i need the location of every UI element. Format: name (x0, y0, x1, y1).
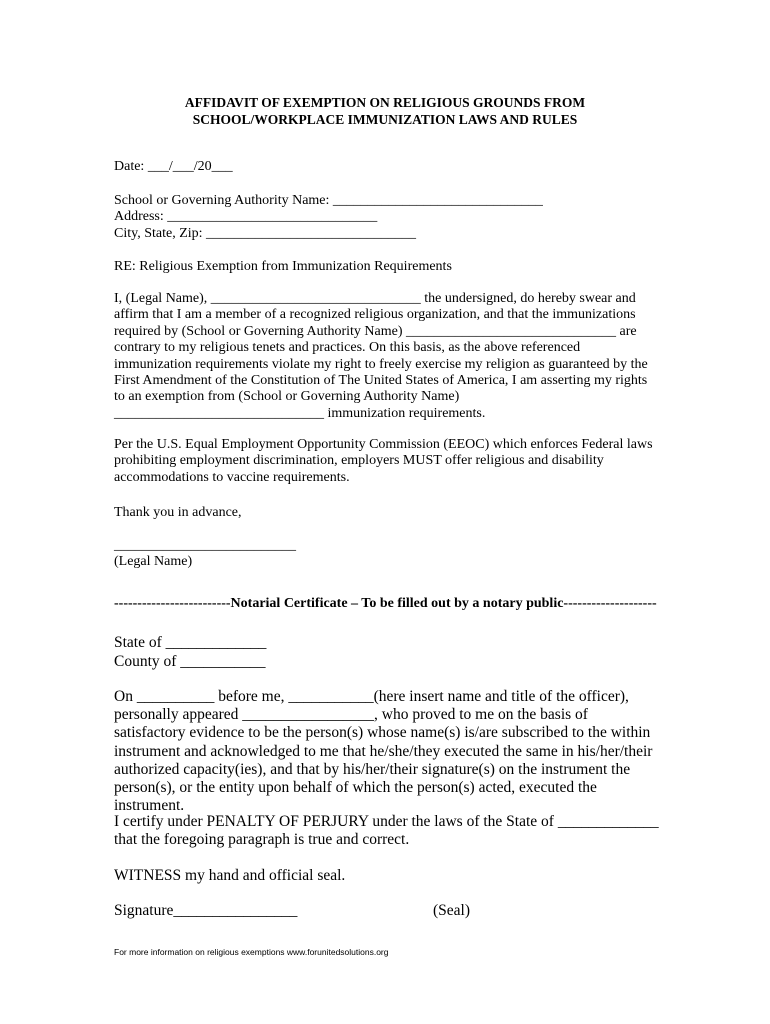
perjury-line-2: that the foregoing paragraph is true and correct. (114, 831, 410, 848)
county-line: County of ___________ (114, 653, 266, 670)
state-line: State of _____________ (114, 634, 267, 651)
legal-name-label: (Legal Name) (114, 554, 193, 569)
affirmation-paragraph: I, (Legal Name), ______________________________ the undersigned, do hereby swear and affirm that I am a member of a recognized religious organization, and that the immunizations required by (School or Governing Authority Name) ______________________________ are contrary to my religious tenets and practices. On this basis, as the above referenced immunization requirements violate my right to freely exercise my religion as guaranteed by the First Amendment of the Constitution of The United States of America, I am asserting my rights to an exemption from (School or Governing Authority Name) ______________________________ immunization requirements. (114, 291, 648, 421)
notary-header: -------------------------Notarial Certificate – To be filled out by a notary public-------------------- (114, 596, 657, 611)
authority-name-line: School or Governing Authority Name: ______________________________ (114, 193, 543, 208)
title-line-1: AFFIDAVIT OF EXEMPTION ON RELIGIOUS GROUNDS FROM (184, 95, 586, 110)
notary-paragraph: On __________ before me, ___________(here insert name and title of the officer), personally appeared _________________, who proved to me on the basis of satisfactory evidence to be the person(s) whose name(s) is/are subscribed to the within instrument and acknowledged to me that he/she/they executed the same in his/her/their authorized capacity(ies), and that by his/her/their signature(s) on the instrument the person(s), or the entity upon behalf of which the person(s) acted, executed the instrument. (114, 688, 653, 815)
perjury-line-1: I certify under PENALTY OF PERJURY under the laws of the State of _____________ (114, 813, 659, 830)
footer-note: For more information on religious exemptions www.forunitedsolutions.org (114, 947, 389, 957)
document-title (0, 94, 770, 128)
thanks-line: Thank you in advance, (114, 505, 242, 520)
date-line: Date: ___/___/20___ (114, 159, 233, 174)
eeoc-paragraph: Per the U.S. Equal Employment Opportunity Commission (EEOC) which enforces Federal laws prohibiting employment discrimination, employers MUST offer religious and disability accommodations to vaccine requirements. (114, 437, 653, 485)
address-line: Address: ______________________________ (114, 209, 378, 224)
legal-name-signature-line: __________________________ (114, 538, 296, 553)
re-line: RE: Religious Exemption from Immunization Requirements (114, 259, 452, 274)
city-state-zip-line: City, State, Zip: ______________________________ (114, 226, 417, 241)
signature-line: Signature________________ (114, 902, 298, 919)
seal-label: (Seal) (433, 902, 471, 919)
witness-line: WITNESS my hand and official seal. (114, 867, 346, 884)
title-line-2: SCHOOL/WORKPLACE IMMUNIZATION LAWS AND RULES (192, 112, 578, 127)
